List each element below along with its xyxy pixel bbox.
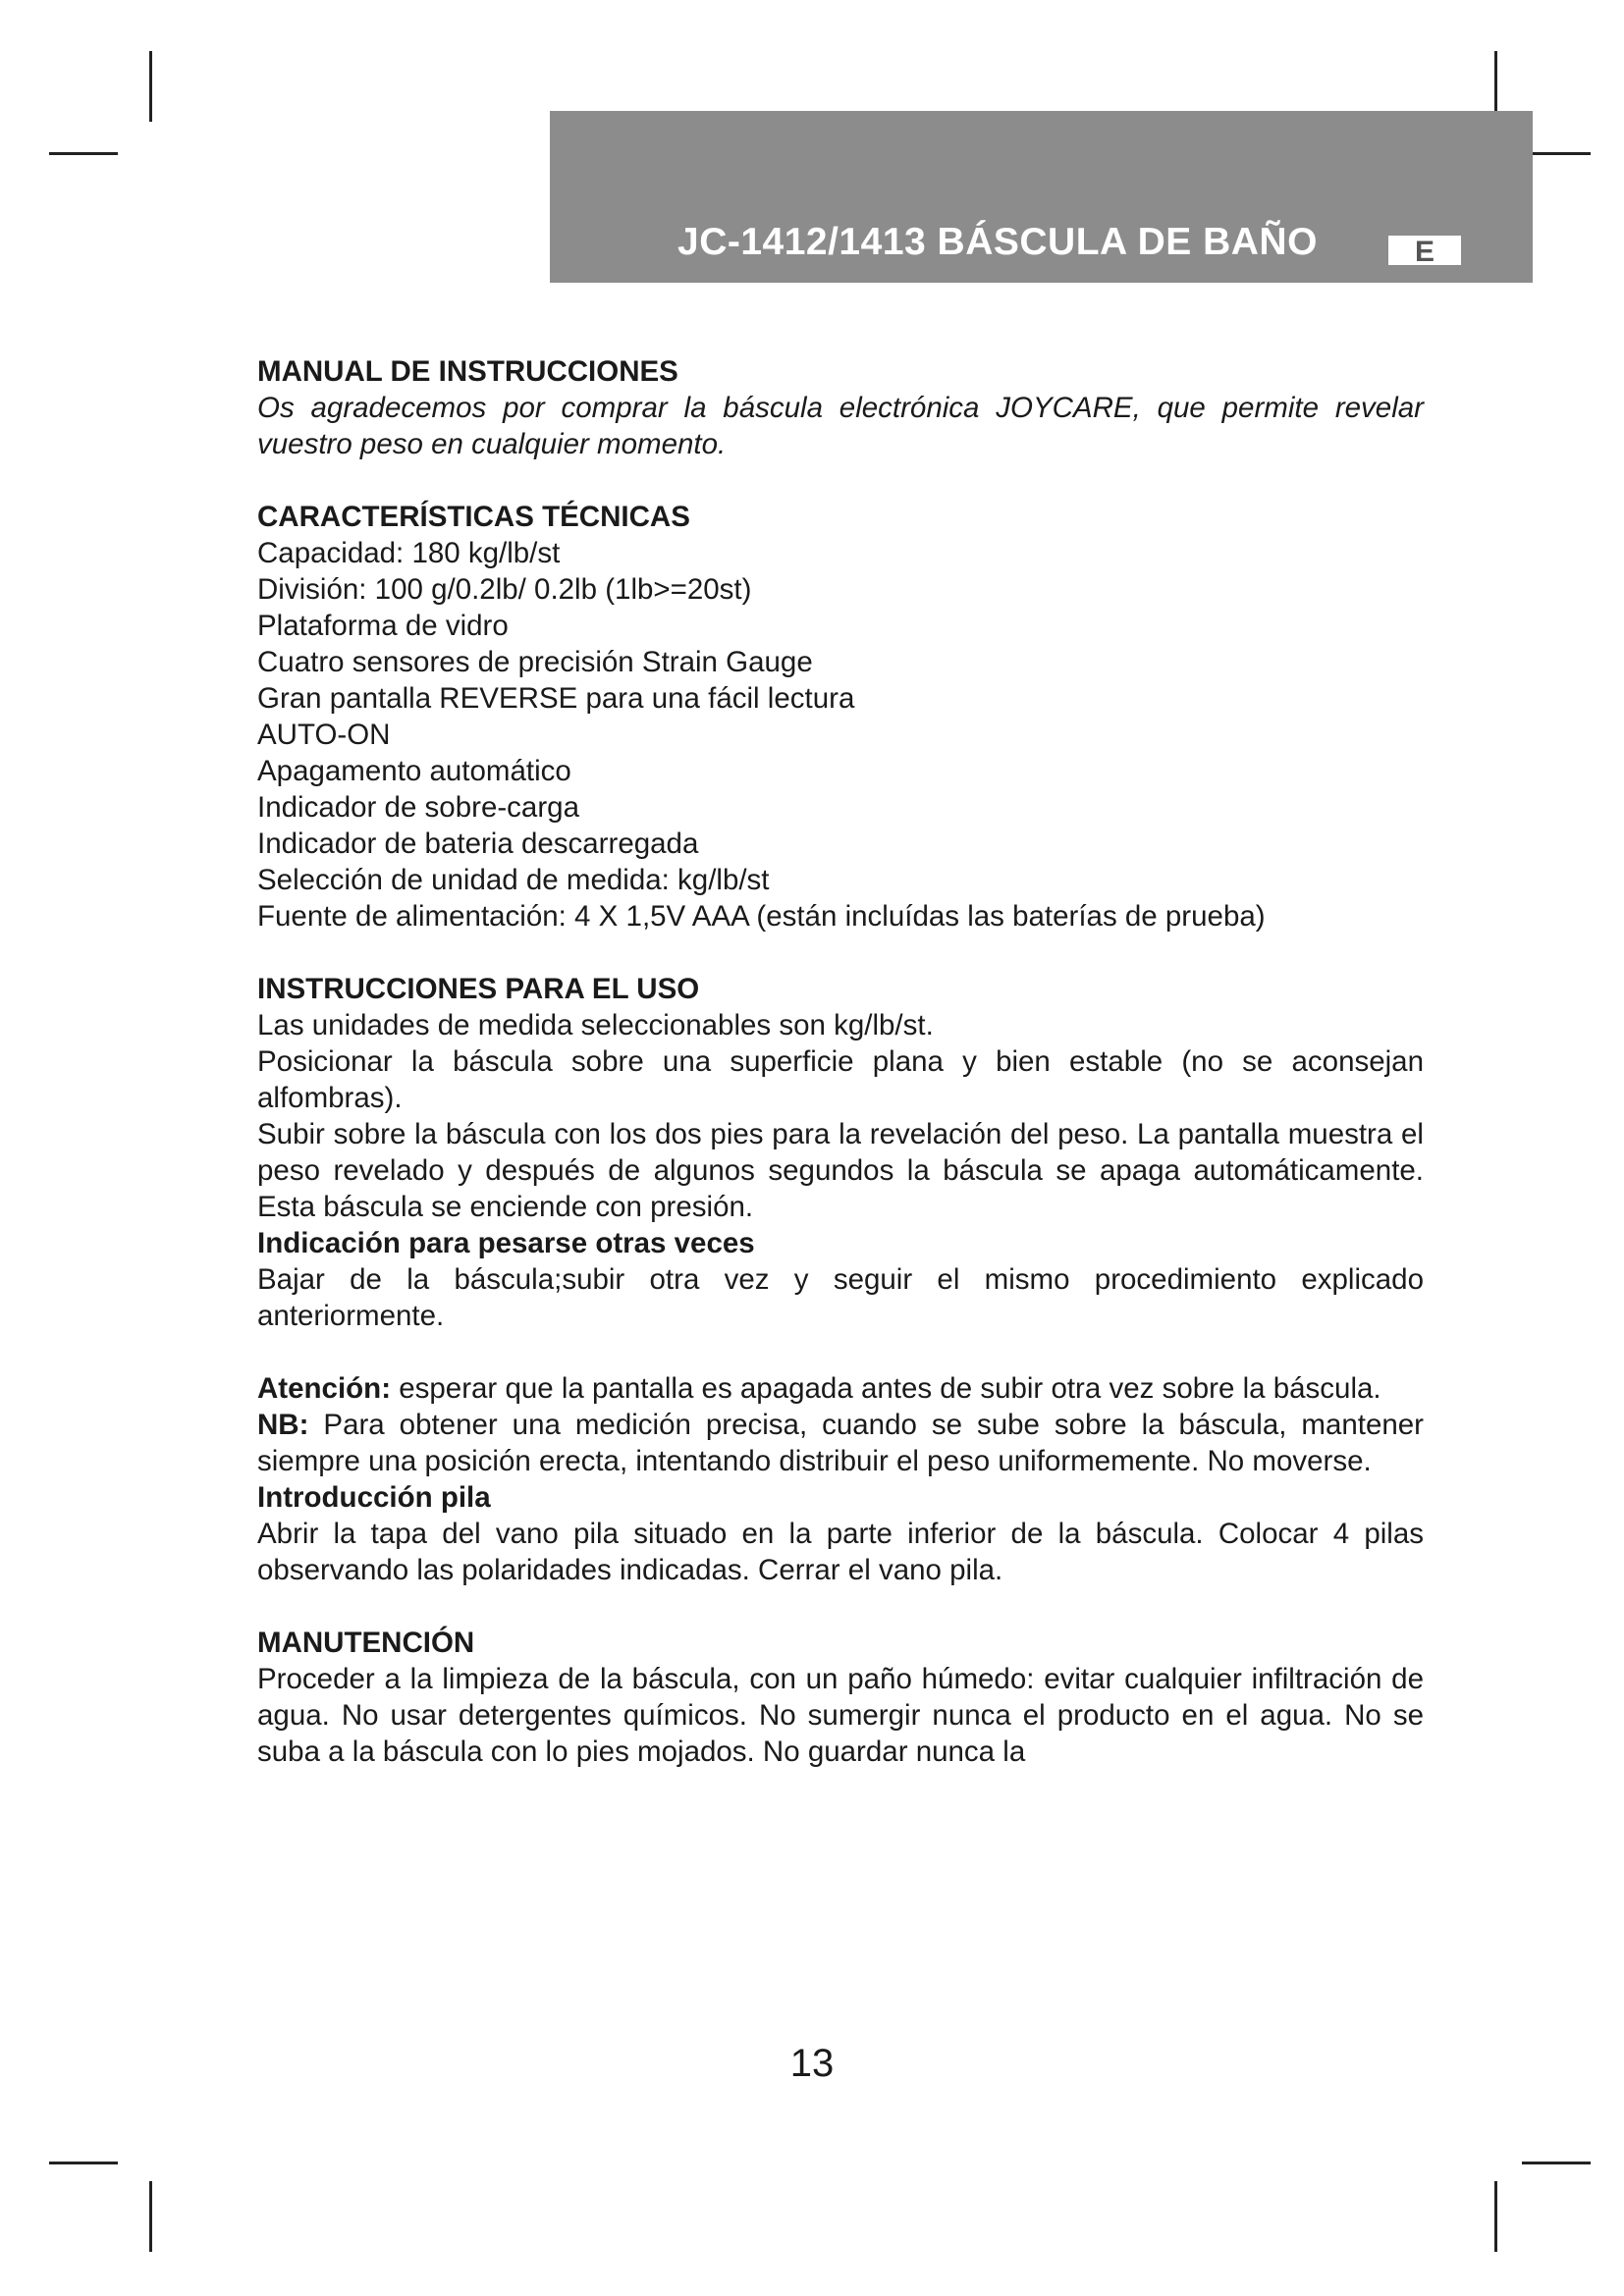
manual-intro: Os agradecemos por comprar la báscula electrónica JOYCARE, que permite revelar vuestro peso en cualquier momento. [257,392,1424,460]
page-number: 13 [789,2042,835,2085]
usage-paragraph-weighing: Subir sobre la báscula con los dos pies para la revelación del peso. La pantalla muestra el peso revelado y después de algunos segundos la báscula se apaga automáticamente. Esta báscula se enciende con presión. [257,1118,1424,1223]
repeat-weighing-heading: Indicación para pesarse otras veces [257,1227,755,1259]
spec-item: Capacidad: 180 kg/lb/st [257,537,561,569]
battery-text: Abrir la tapa del vano pila situado en la parte inferior de la báscula. Colocar 4 pilas observando las polaridades indicadas. Cerrar el vano pila. [257,1518,1424,1586]
nb-text: Para obtener una medición precisa, cuando se sube sobre la báscula, mantener siempre una posición erecta, intentando distribuir el peso uniformemente. No moverse. [257,1409,1424,1477]
nb-label: NB: [257,1409,309,1441]
language-badge: E [1388,236,1461,265]
spec-item: División: 100 g/0.2lb/ 0.2lb (1lb>=20st) [257,573,752,606]
attention-label: Atención: [257,1372,392,1405]
spec-item: Selección de unidad de medida: kg/lb/st [257,864,770,896]
spec-item: Plataforma de vidro [257,610,509,642]
spec-item: Indicador de bateria descarregada [257,828,699,860]
nb-note [257,1407,1424,1479]
crop-mark-bottom-left-horizontal [49,2162,118,2164]
spec-item: Indicador de sobre-carga [257,791,579,824]
battery-heading: Introducción pila [257,1481,491,1514]
crop-mark-top-left-horizontal [49,152,118,155]
crop-mark-top-left-vertical [149,51,152,122]
document-body [257,353,1424,1770]
page-title: JC-1412/1413 BÁSCULA DE BAÑO [677,221,1318,263]
crop-mark-bottom-right-vertical [1494,2181,1497,2252]
crop-mark-bottom-right-horizontal [1522,2162,1591,2164]
usage-heading: INSTRUCCIONES PARA EL USO [257,973,700,1005]
specs-list [257,535,1424,934]
manual-heading: MANUAL DE INSTRUCCIONES [257,355,678,388]
attention-note [257,1370,1424,1407]
maintenance-heading: MANUTENCIÓN [257,1627,475,1659]
specs-heading: CARACTERÍSTICAS TÉCNICAS [257,501,690,533]
spec-item: Apagamento automático [257,755,571,787]
repeat-weighing-text: Bajar de la báscula;subir otra vez y seguir el mismo procedimiento explicado anteriormente. [257,1263,1424,1332]
attention-text: esperar que la pantalla es apagada antes de subir otra vez sobre la báscula. [391,1372,1381,1405]
maintenance-text: Proceder a la limpieza de la báscula, con un paño húmedo: evitar cualquier infiltración de agua. No usar detergentes químicos. No sumergir nunca el producto en el agua. No se suba a la báscula con lo pies mojados. No guardar nunca la [257,1663,1424,1768]
spec-item: Cuatro sensores de precisión Strain Gauge [257,646,813,678]
crop-mark-bottom-left-vertical [149,2181,152,2252]
usage-paragraph-position: Posicionar la báscula sobre una superficie plana y bien estable (no se aconsejan alfombras). [257,1045,1424,1114]
spec-item: AUTO-ON [257,719,391,751]
spec-item: Fuente de alimentación: 4 X 1,5V AAA (están incluídas las baterías de prueba) [257,900,1266,933]
spec-item: Gran pantalla REVERSE para una fácil lectura [257,682,855,715]
usage-paragraph-units: Las unidades de medida seleccionables son kg/lb/st. [257,1009,934,1041]
